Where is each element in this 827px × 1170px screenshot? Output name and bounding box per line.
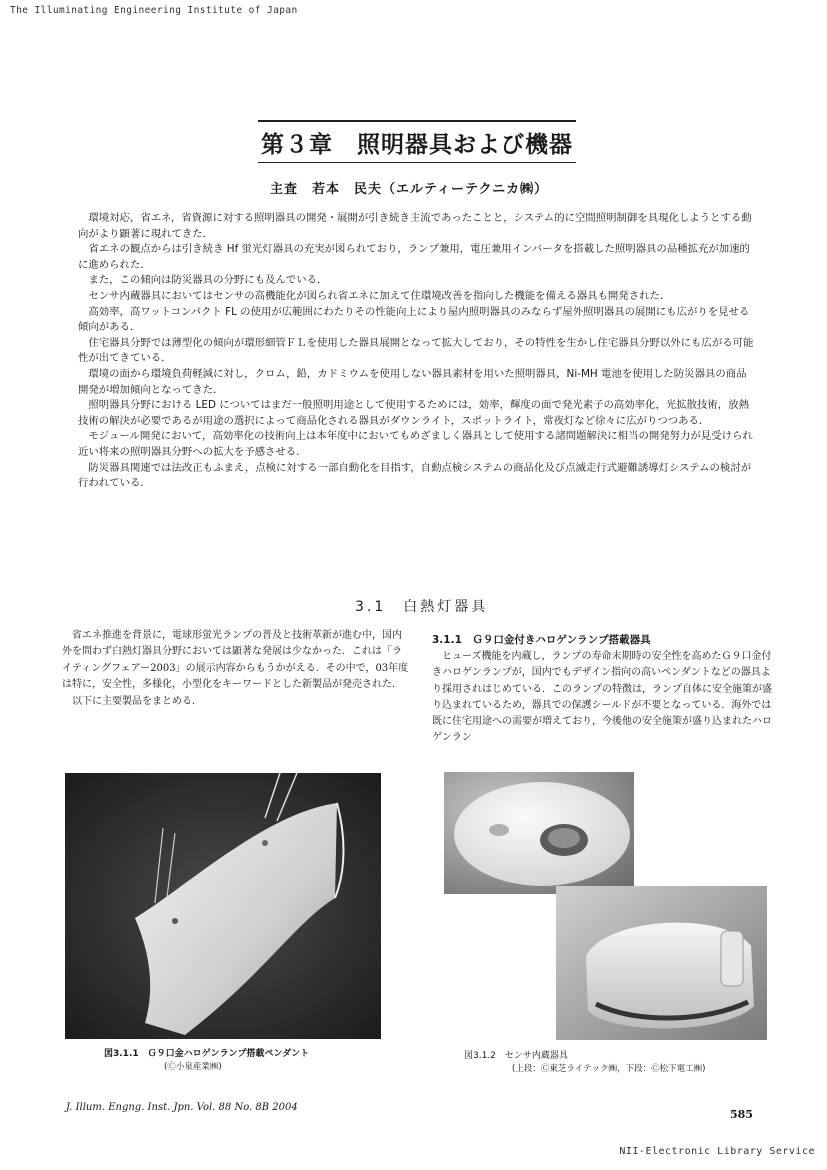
intro-paragraph: 防災器具関連では法改正もふまえ，点検に対する一部自動化を目指す，自動点検システムの商品化及び点滅走行式避難誘導灯システムの検討が行われている．: [78, 461, 752, 490]
figure-2-credit: (上段：Ⓒ東芝ライテック㈱，下段：Ⓒ松下電工㈱): [512, 1064, 706, 1074]
intro-paragraph: センサ内蔵器具においてはセンサの高機能化が図られ省エネに加えて住環境改善を指向した機能を備える器具も開発された．: [88, 289, 671, 302]
intro-paragraph: 照明器具分野における LED についてはまだ一般照明用途として使用するためには，効率，輝度の面で発光素子の高効率化，光拡散技術，放熱技術の解決が必要であるが用途の選択によって商品化される器具がダウンライト，スポットライト，常夜灯など徐々に広がりつつある．: [78, 399, 749, 427]
body-paragraph: 省エネ推進を背景に，電球形蛍光ランプの普及と技術革新が進む中，国内外を問わず白熱灯器具分野においては顕著な発展は少なかった．これは「ライティングフェアー2003」の展示内容からもうかがえる．その中で，03年度は特に，安全性，多様化，小型化をキーワードとした新製品が発売された．: [62, 630, 409, 691]
intro-paragraph: 環境の面から環境負荷軽減に対し，クロム，鉛，カドミウムを使用しない器具素材を用いた照明器具，Ni-MH 電池を使用した防災器具の商品開発が増加傾向となってきた．: [78, 367, 747, 396]
intro-paragraph: また，この傾向は防災器具の分野にも及んでいる．: [88, 274, 328, 287]
journal-citation: J. Illum. Engng. Inst. Jpn. Vol. 88 No. 8B 2004: [66, 1102, 298, 1113]
intro-text: [78, 211, 754, 492]
sensor-fixture-illustration: [556, 886, 767, 1040]
section-heading: 3.1 白熱灯器具: [355, 599, 489, 615]
right-column: [432, 632, 776, 746]
body-paragraph: 以下に主要製品をまとめる．: [72, 695, 202, 707]
figure-2-caption: 図3.1.2 センサ内蔵器具: [464, 1051, 568, 1061]
figure-1-credit: (Ⓒ小泉産業㈱): [164, 1062, 222, 1072]
chapter-title-block: [258, 120, 576, 163]
chapter-editor: 主査 若本 民夫（エルティーテクニカ㈱）: [270, 182, 549, 197]
service-footer: NII-Electronic Library Service: [619, 1146, 815, 1157]
sensor-downlight-photo: [444, 772, 634, 894]
left-column: [62, 628, 409, 710]
figure-1-caption: 図3.1.1 Ｇ９口金ハロゲンランプ搭載ペンダント: [104, 1049, 310, 1059]
pendant-lamp-illustration: [65, 773, 381, 1039]
title-bottom-rule: [258, 162, 576, 164]
page-number: 585: [730, 1108, 753, 1121]
intro-paragraph: 省エネの観点からは引き続き Hf 蛍光灯器具の充実が図られており，ランプ兼用，電圧兼用インバータを搭載した照明器具の品種拡充が加速的に進められた．: [78, 243, 750, 271]
downlight-illustration: [444, 772, 634, 894]
body-paragraph: ヒューズ機能を内蔵し，ランプの寿命末期時の安全性を高めたＧ９口金付きハロゲンランプが，国内でもデザイン指向の高いペンダントなどの器具より採用されはじめている．このランプの特徴は，ランプ自体に安全施策が盛り込まれているため，器具での保護シールドが不要となっている．海外では既に住宅用途への需要が増えており，今後他の安全施策が盛り込まれたハロゲンラン: [432, 651, 772, 744]
sensor-fixture-photo: [556, 886, 767, 1040]
pendant-lamp-photo: [65, 773, 381, 1039]
subsection-heading: 3.1.1 Ｇ９口金付きハロゲンランプ搭載器具: [432, 634, 651, 646]
intro-paragraph: 環境対応，省エネ，省資源に対する照明器具の開発・展開が引き続き主流であったことと，システム的に空間照明制御を具現化しようとする動向がより顕著に現れてきた．: [78, 212, 752, 240]
intro-paragraph: モジュール開発において，高効率化の技術向上は本年度中においてもめざましく器具として使用する諸問題解決に相当の開発努力が見受けられ近い将来の照明器具分野への拡大を予感させる．: [78, 430, 753, 458]
intro-paragraph: 住宅器具分野では薄型化の傾向が環形細管ＦＬを使用した器具展開となって拡大しており，その特性を生かし住宅器具分野以外にも広がる可能性が出てきている．: [78, 336, 754, 365]
title-top-rule: [258, 120, 576, 122]
source-header: The Illuminating Engineering Institute of Japan: [10, 5, 298, 16]
intro-paragraph: 高効率，高ワットコンパクト FL の使用が広範囲にわたりその性能向上により屋内照明器具のみならず屋外照明器具の展開にも広がりを見せる傾向がある．: [78, 305, 750, 334]
chapter-title: 第３章 照明器具および機器: [261, 131, 573, 158]
